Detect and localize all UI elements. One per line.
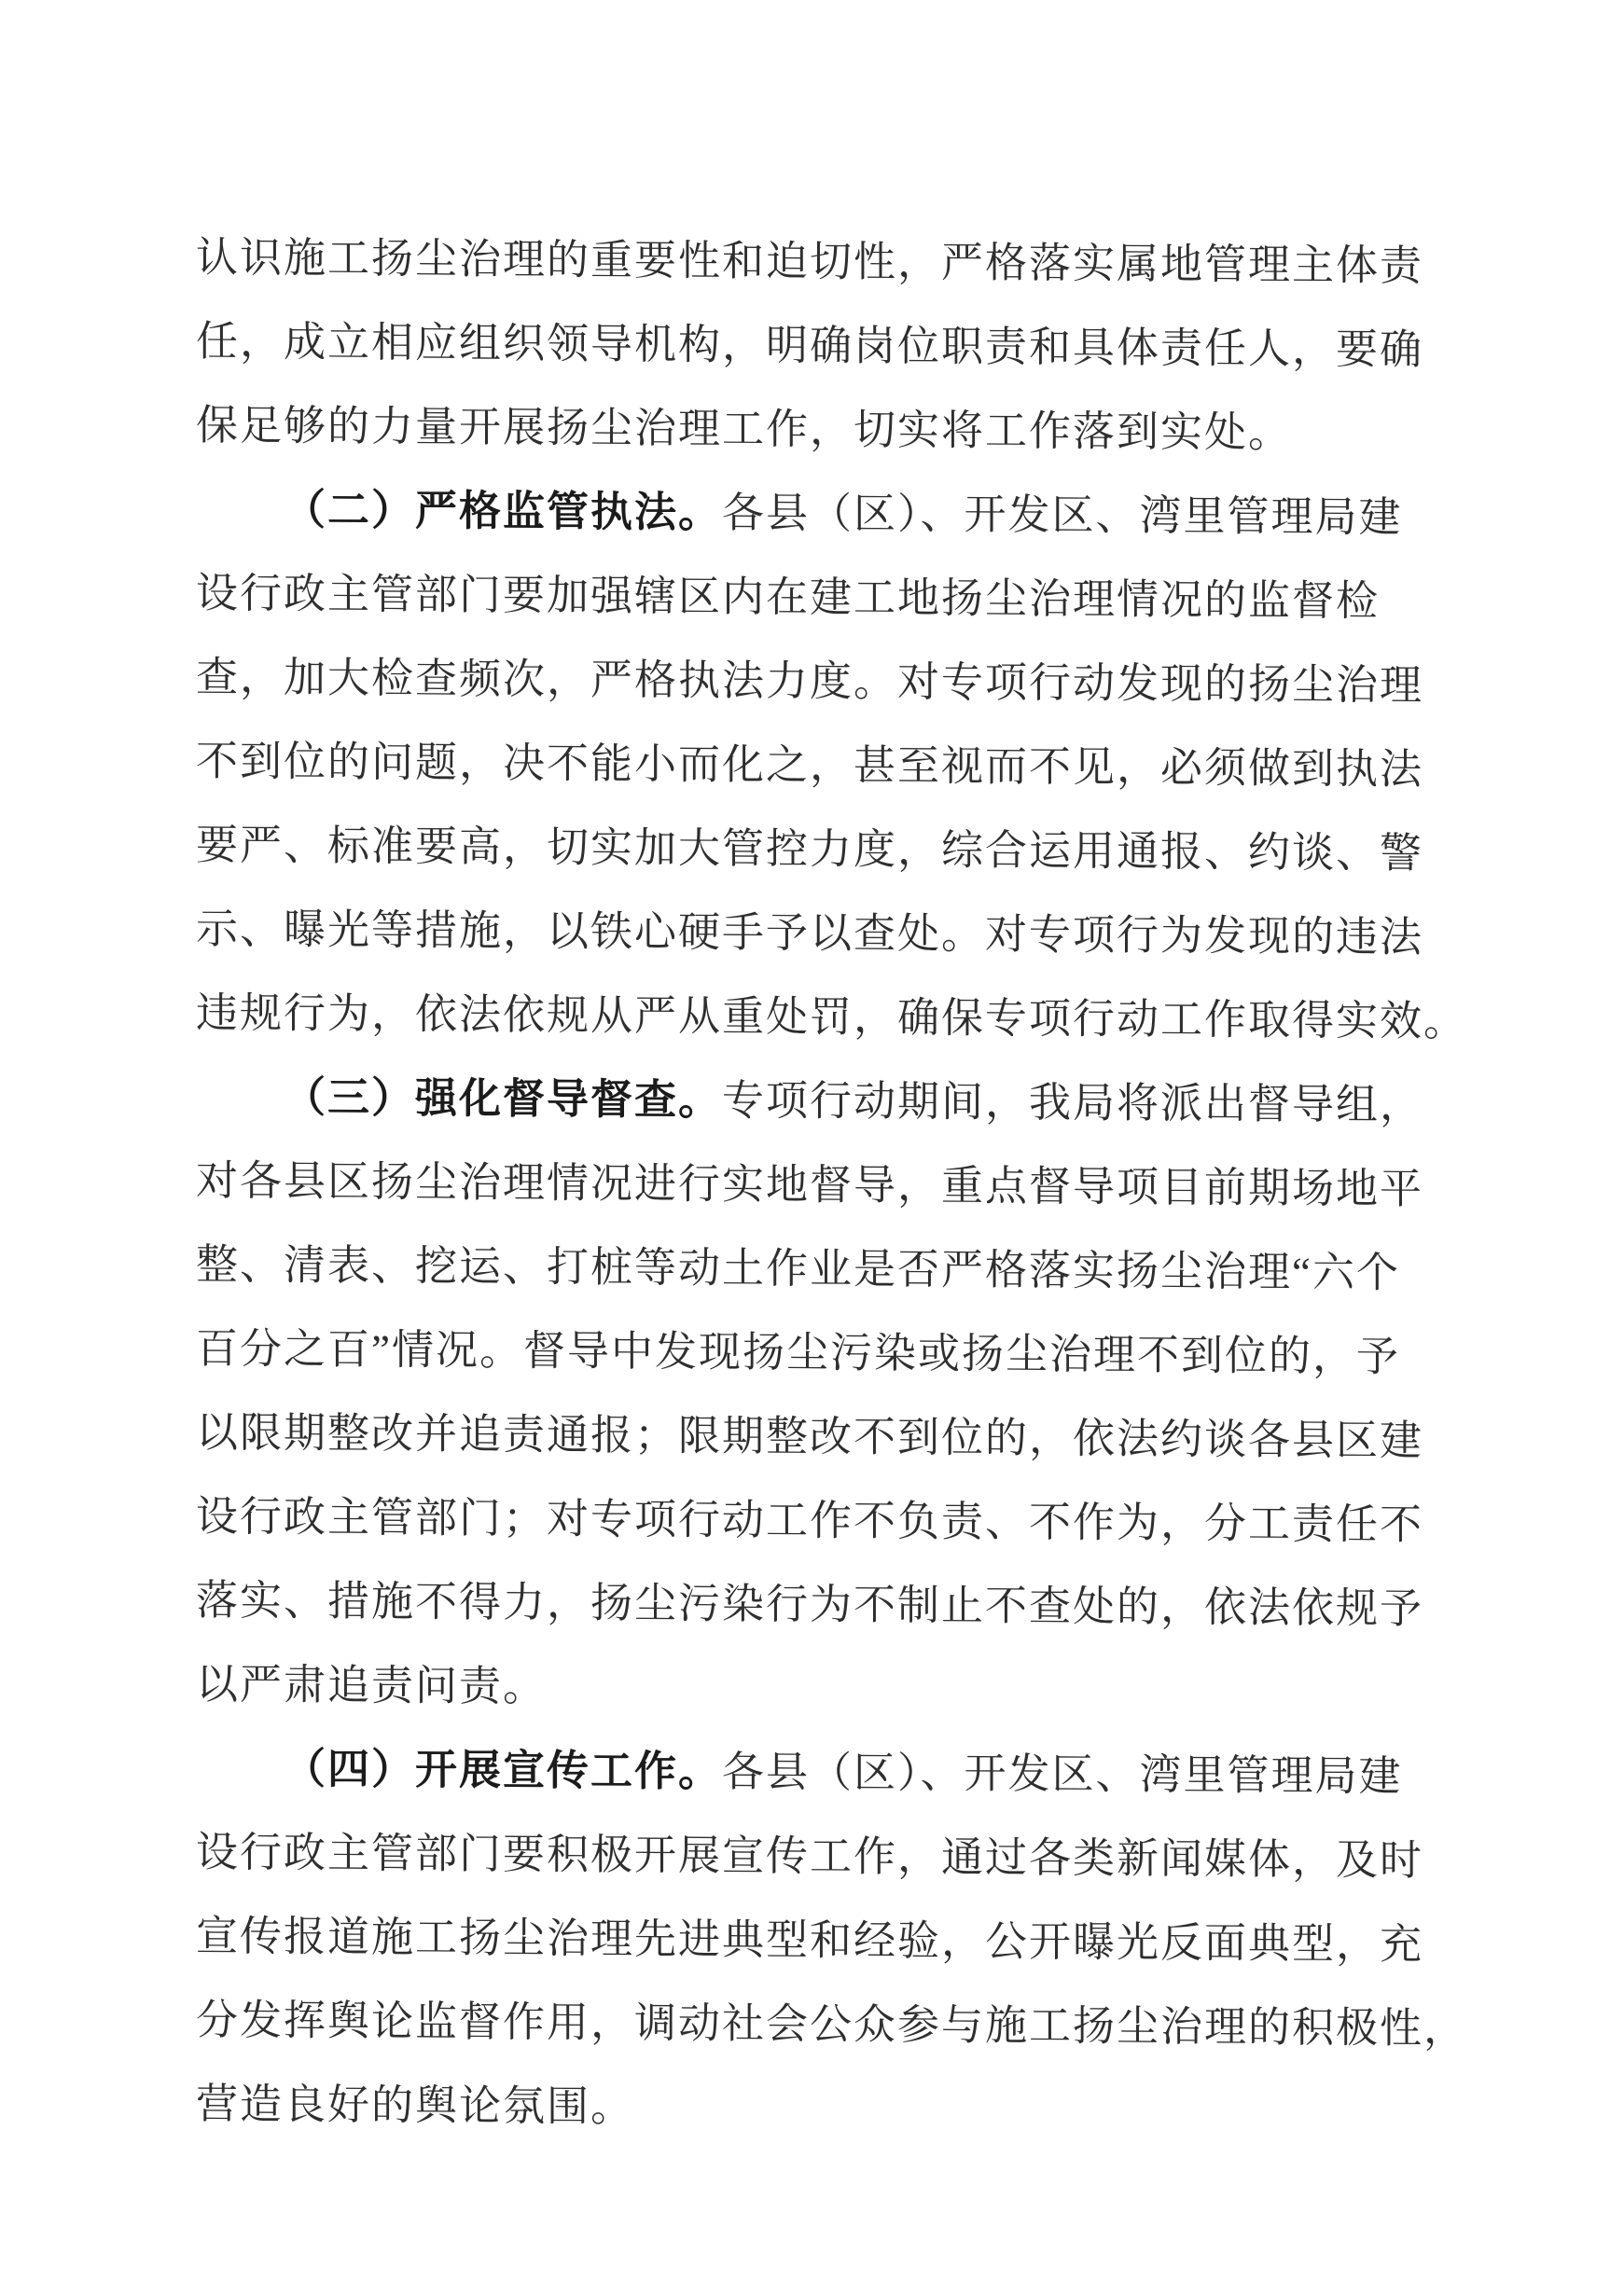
text-line — [196, 887, 1474, 980]
body-text: 整、清表、挖运、打桩等动土作业是否严格落实扬尘治理“六个 — [196, 1241, 1400, 1297]
section-heading: （二）严格监管执法。 — [284, 486, 723, 536]
text-line — [196, 2062, 1474, 2155]
body-text: 落实、措施不得力，扬尘污染行为不制止不查处的，依法依规予 — [196, 1577, 1424, 1633]
text-line — [196, 719, 1474, 812]
text-line — [196, 1894, 1474, 1987]
body-text: 设行政主管部门要加强辖区内在建工地扬尘治理情况的监督检 — [196, 570, 1381, 625]
text-line — [196, 1474, 1474, 1568]
text-line — [196, 1810, 1474, 1903]
body-text: 不到位的问题，决不能小而化之，甚至视而不见，必须做到执法 — [196, 738, 1424, 794]
text-line — [196, 1139, 1474, 1232]
body-text: 百分之百”情况。督导中发现扬尘污染或扬尘治理不到位的，予 — [196, 1325, 1400, 1381]
document-text-block — [196, 215, 1474, 2155]
text-line — [196, 971, 1474, 1064]
text-line — [196, 635, 1474, 728]
body-text: 各县（区）、开发区、湾里管理局建 — [722, 1748, 1403, 1801]
body-text: 任，成立相应组织领导机构，明确岗位职责和具体责任人，要确 — [196, 318, 1424, 374]
text-line — [196, 1558, 1474, 1652]
text-line — [196, 299, 1474, 393]
section-heading: （四）开展宣传工作。 — [284, 1745, 723, 1795]
body-text: 示、曝光等措施，以铁心硬手予以查处。对专项行为发现的违法 — [196, 906, 1424, 961]
text-line — [196, 1390, 1474, 1484]
body-text: 以限期整改并追责通报；限期整改不到位的，依法约谈各县区建 — [196, 1409, 1424, 1465]
body-text: 要严、标准要高，切实加大管控力度，综合运用通报、约谈、警 — [196, 822, 1424, 878]
text-line — [196, 1223, 1474, 1316]
body-text: 以严肃追责问责。 — [196, 1661, 548, 1710]
body-text: 营造良好的舆论氛围。 — [196, 2081, 635, 2131]
text-line — [196, 215, 1474, 309]
text-line — [196, 383, 1474, 477]
text-line — [196, 803, 1474, 896]
body-text: 分发挥舆论监督作用，调动社会公众参与施工扬尘治理的积极性， — [196, 1997, 1468, 2053]
section-heading: （三）强化督导督查。 — [284, 1073, 723, 1124]
body-text: 设行政主管部门；对专项行动工作不负责、不作为，分工责任不 — [196, 1493, 1424, 1549]
text-line — [196, 551, 1474, 644]
body-text: 查，加大检查频次，严格执法力度。对专项行动发现的扬尘治理 — [196, 654, 1424, 710]
text-line — [196, 1642, 1474, 1736]
body-text: 违规行为，依法依规从严从重处罚，确保专项行动工作取得实效。 — [196, 989, 1468, 1045]
text-line — [196, 1055, 1474, 1148]
text-line — [196, 467, 1474, 560]
body-text: 保足够的力量开展扬尘治理工作，切实将工作落到实处。 — [196, 402, 1293, 457]
body-text: 宣传报道施工扬尘治理先进典型和经验，公开曝光反面典型，充 — [196, 1913, 1424, 1969]
text-line — [196, 1307, 1474, 1400]
body-text: 设行政主管部门要积极开展宣传工作，通过各类新闻媒体，及时 — [196, 1829, 1424, 1885]
body-text: 对各县区扬尘治理情况进行实地督导，重点督导项目前期场地平 — [196, 1157, 1424, 1213]
body-text: 各县（区）、开发区、湾里管理局建 — [722, 489, 1403, 542]
body-text: 认识施工扬尘治理的重要性和迫切性，严格落实属地管理主体责 — [196, 234, 1424, 290]
body-text: 专项行动期间，我局将派出督导组， — [722, 1076, 1424, 1129]
text-line — [196, 1978, 1474, 2071]
text-line — [196, 1726, 1474, 1819]
